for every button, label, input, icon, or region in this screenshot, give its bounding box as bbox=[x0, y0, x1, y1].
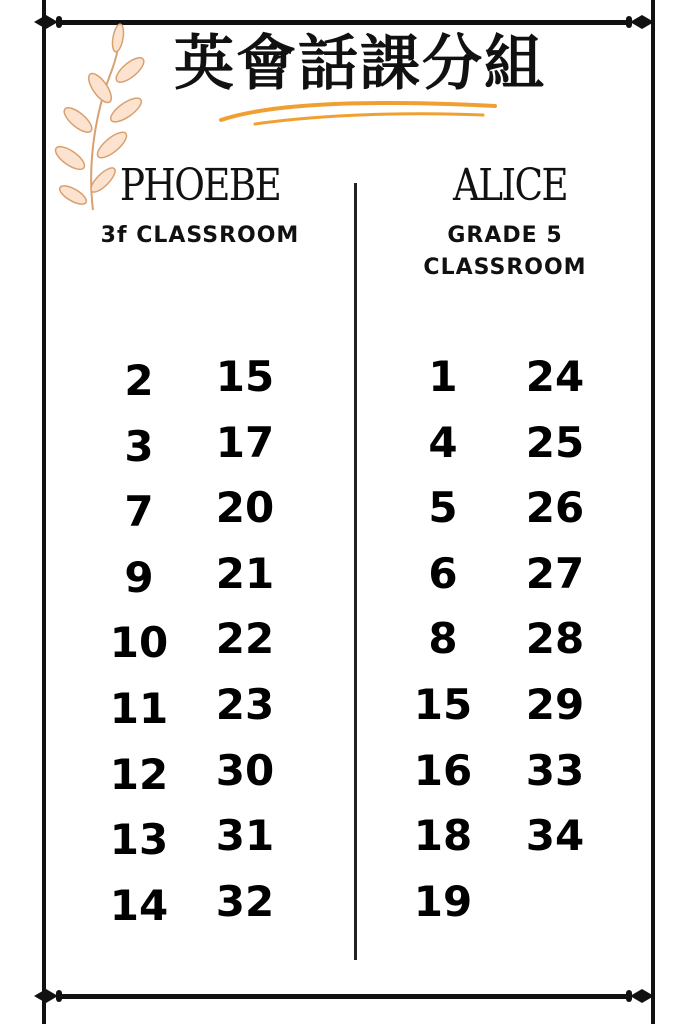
student-number: 2 bbox=[124, 356, 154, 405]
left-border-line bbox=[42, 0, 46, 1024]
student-number: 20 bbox=[215, 483, 275, 533]
student-number: 8 bbox=[428, 614, 458, 664]
student-number: 5 bbox=[428, 483, 458, 533]
student-number: 15 bbox=[215, 352, 275, 401]
student-number: 14 bbox=[109, 880, 169, 930]
student-number: 22 bbox=[215, 614, 275, 664]
column-divider bbox=[354, 183, 357, 960]
student-number: 7 bbox=[124, 487, 154, 537]
student-number: 28 bbox=[525, 614, 585, 664]
student-number: 16 bbox=[413, 745, 473, 795]
student-number: 29 bbox=[525, 679, 585, 729]
student-number: 12 bbox=[109, 749, 169, 799]
alice-numbers-col2 bbox=[510, 344, 600, 869]
title-underline-brush bbox=[215, 88, 505, 128]
student-number: 18 bbox=[413, 811, 473, 861]
student-number: 34 bbox=[525, 811, 585, 861]
student-number: 19 bbox=[413, 876, 473, 926]
phoebe-numbers-col1 bbox=[94, 348, 184, 938]
classroom-label-alice: GRADE 5 bbox=[447, 223, 563, 248]
classroom-label-phoebe: 3f CLASSROOM bbox=[100, 223, 300, 248]
page-title: 英會話課分組 bbox=[174, 29, 546, 99]
student-number: 6 bbox=[428, 548, 458, 598]
student-number: 17 bbox=[215, 417, 275, 467]
bottom-border-ornament bbox=[32, 974, 656, 1018]
student-number: 31 bbox=[215, 811, 275, 861]
student-number: 11 bbox=[109, 683, 169, 733]
student-number: 4 bbox=[428, 417, 458, 467]
student-number: 30 bbox=[215, 745, 275, 795]
student-number: 21 bbox=[215, 548, 275, 598]
student-number: 10 bbox=[109, 618, 169, 668]
teacher-name-phoebe: PHOEBE bbox=[119, 160, 281, 211]
student-number: 24 bbox=[525, 352, 585, 401]
student-number: 9 bbox=[124, 552, 154, 602]
student-number: 25 bbox=[525, 417, 585, 467]
student-number: 32 bbox=[215, 876, 275, 926]
student-number: 15 bbox=[413, 679, 473, 729]
student-number: 27 bbox=[525, 548, 585, 598]
student-number: 33 bbox=[525, 745, 585, 795]
student-number: 13 bbox=[109, 815, 169, 865]
classroom-label-alice-line2: CLASSROOM bbox=[423, 255, 587, 280]
teacher-name-alice: ALICE bbox=[452, 160, 568, 211]
phoebe-numbers-col2 bbox=[200, 344, 290, 934]
alice-numbers-col1 bbox=[398, 344, 488, 934]
student-number: 1 bbox=[428, 352, 458, 401]
student-number: 26 bbox=[525, 483, 585, 533]
student-number: 3 bbox=[124, 421, 154, 471]
right-border-line bbox=[651, 0, 655, 1024]
student-number: 23 bbox=[215, 679, 275, 729]
